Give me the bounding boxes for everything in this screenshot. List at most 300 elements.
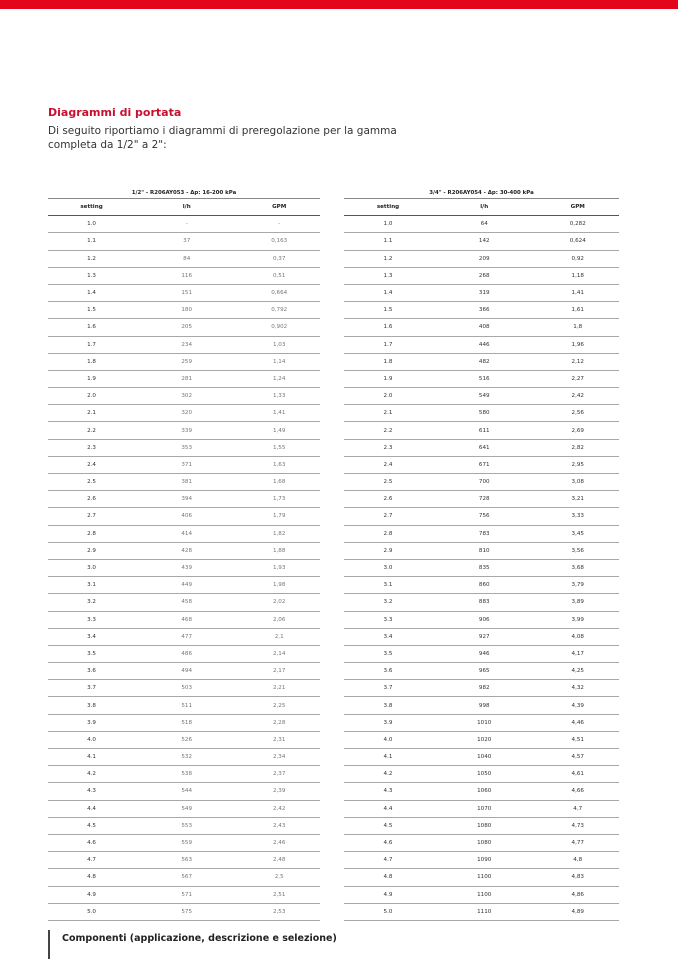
flow-gpm-cell: 0,163 bbox=[238, 233, 320, 250]
flow-gpm-cell: 3,33 bbox=[537, 508, 620, 525]
table-row bbox=[48, 336, 320, 353]
flow-gpm-cell: 2,21 bbox=[238, 680, 320, 697]
table-row bbox=[48, 491, 320, 508]
flow-lh-cell: 998 bbox=[432, 697, 537, 714]
flow-gpm-cell: 4,17 bbox=[537, 645, 620, 662]
flow-gpm-cell: 3,79 bbox=[537, 577, 620, 594]
flow-lh-cell: 180 bbox=[135, 302, 238, 319]
setting-cell: 2.2 bbox=[344, 422, 432, 439]
table-row bbox=[344, 302, 619, 319]
setting-cell: 1.8 bbox=[344, 353, 432, 370]
flow-lh-cell: 532 bbox=[135, 749, 238, 766]
flow-lh-cell: 728 bbox=[432, 491, 537, 508]
flow-lh-cell: 234 bbox=[135, 336, 238, 353]
table-row bbox=[48, 749, 320, 766]
setting-cell: 3.3 bbox=[344, 611, 432, 628]
flow-gpm-cell: 1,68 bbox=[238, 474, 320, 491]
table-row bbox=[48, 783, 320, 800]
flow-gpm-cell: 0,792 bbox=[238, 302, 320, 319]
flow-lh-cell: 468 bbox=[135, 611, 238, 628]
setting-cell: 3.1 bbox=[344, 577, 432, 594]
setting-cell: 2.1 bbox=[48, 405, 135, 422]
flow-lh-cell: 641 bbox=[432, 439, 537, 456]
flow-lh-cell: 1090 bbox=[432, 852, 537, 869]
flow-lh-cell: 116 bbox=[135, 267, 238, 284]
flow-lh-cell: 860 bbox=[432, 577, 537, 594]
flow-gpm-cell: 4,32 bbox=[537, 680, 620, 697]
column-header-setting: setting bbox=[344, 199, 432, 216]
setting-cell: 4.0 bbox=[48, 731, 135, 748]
setting-cell: 4.8 bbox=[344, 869, 432, 886]
flow-lh-cell: 526 bbox=[135, 731, 238, 748]
table-row bbox=[344, 731, 619, 748]
flow-gpm-cell: 2,42 bbox=[238, 800, 320, 817]
table-row bbox=[344, 611, 619, 628]
setting-cell: 2.7 bbox=[344, 508, 432, 525]
flow-gpm-cell: 4,25 bbox=[537, 663, 620, 680]
flow-lh-cell: 1060 bbox=[432, 783, 537, 800]
setting-cell: 3.5 bbox=[344, 645, 432, 662]
flow-gpm-cell: 4,51 bbox=[537, 731, 620, 748]
flow-table-half-inch bbox=[48, 187, 320, 921]
flow-lh-cell: 571 bbox=[135, 886, 238, 903]
table-row bbox=[48, 645, 320, 662]
flow-gpm-cell: 3,21 bbox=[537, 491, 620, 508]
flow-gpm-cell: 1,93 bbox=[238, 559, 320, 576]
flow-gpm-cell: 1,14 bbox=[238, 353, 320, 370]
table-row bbox=[344, 456, 619, 473]
table-row bbox=[344, 680, 619, 697]
table-body bbox=[48, 216, 320, 921]
flow-lh-cell: 446 bbox=[432, 336, 537, 353]
setting-cell: 4.3 bbox=[48, 783, 135, 800]
flow-lh-cell: 268 bbox=[432, 267, 537, 284]
table-row bbox=[48, 886, 320, 903]
table-row bbox=[344, 628, 619, 645]
setting-cell: 3.0 bbox=[48, 559, 135, 576]
setting-cell: 3.7 bbox=[48, 680, 135, 697]
table-row bbox=[48, 405, 320, 422]
flow-gpm-cell: 2,25 bbox=[238, 697, 320, 714]
table-row bbox=[344, 319, 619, 336]
table-row bbox=[344, 834, 619, 851]
setting-cell: 1.4 bbox=[48, 284, 135, 301]
flow-lh-cell: 700 bbox=[432, 474, 537, 491]
flow-lh-cell: 965 bbox=[432, 663, 537, 680]
flow-gpm-cell: 4,83 bbox=[537, 869, 620, 886]
flow-gpm-cell: 1,41 bbox=[238, 405, 320, 422]
table-caption: 3/4" - R206AY054 - Δp: 30-400 kPa bbox=[344, 187, 619, 199]
setting-cell: 1.1 bbox=[48, 233, 135, 250]
setting-cell: 2.6 bbox=[48, 491, 135, 508]
flow-lh-cell: 449 bbox=[135, 577, 238, 594]
flow-gpm-cell: 1,41 bbox=[537, 284, 620, 301]
flow-lh-cell: 563 bbox=[135, 852, 238, 869]
flow-gpm-cell: 0,92 bbox=[537, 250, 620, 267]
setting-cell: 2.3 bbox=[48, 439, 135, 456]
flow-gpm-cell: 2,48 bbox=[238, 852, 320, 869]
table-row bbox=[344, 817, 619, 834]
flow-lh-cell: 458 bbox=[135, 594, 238, 611]
flow-lh-cell: 1040 bbox=[432, 749, 537, 766]
flow-gpm-cell: 2,39 bbox=[238, 783, 320, 800]
setting-cell: 1.4 bbox=[344, 284, 432, 301]
flow-gpm-cell: 0,37 bbox=[238, 250, 320, 267]
table-row bbox=[344, 800, 619, 817]
table-row bbox=[344, 439, 619, 456]
table-row bbox=[48, 628, 320, 645]
flow-lh-cell: 503 bbox=[135, 680, 238, 697]
table-row bbox=[344, 422, 619, 439]
table-row bbox=[48, 456, 320, 473]
flow-gpm-cell: 4,8 bbox=[537, 852, 620, 869]
table-row bbox=[344, 388, 619, 405]
setting-cell: 3.0 bbox=[344, 559, 432, 576]
setting-cell: 3.9 bbox=[48, 714, 135, 731]
flow-lh-cell: 439 bbox=[135, 559, 238, 576]
setting-cell: 3.3 bbox=[48, 611, 135, 628]
flow-gpm-cell: 4,7 bbox=[537, 800, 620, 817]
table-row bbox=[48, 869, 320, 886]
flow-gpm-cell: 2,56 bbox=[537, 405, 620, 422]
setting-cell: 4.3 bbox=[344, 783, 432, 800]
table-row bbox=[48, 525, 320, 542]
flow-gpm-cell: 2,82 bbox=[537, 439, 620, 456]
table-row bbox=[48, 439, 320, 456]
table-row bbox=[344, 542, 619, 559]
table-row bbox=[48, 852, 320, 869]
flow-gpm-cell: 1,18 bbox=[537, 267, 620, 284]
setting-cell: 1.3 bbox=[344, 267, 432, 284]
table-row bbox=[344, 869, 619, 886]
flow-gpm-cell: 1,33 bbox=[238, 388, 320, 405]
flow-lh-cell: 406 bbox=[135, 508, 238, 525]
top-accent-bar bbox=[0, 0, 678, 9]
table-row bbox=[344, 714, 619, 731]
table-row bbox=[48, 319, 320, 336]
flow-lh-cell: 477 bbox=[135, 628, 238, 645]
table-row bbox=[344, 216, 619, 233]
flow-lh-cell: 516 bbox=[432, 370, 537, 387]
setting-cell: 4.4 bbox=[48, 800, 135, 817]
flow-gpm-cell: 3,89 bbox=[537, 594, 620, 611]
setting-cell: 1.2 bbox=[48, 250, 135, 267]
flow-lh-cell: 544 bbox=[135, 783, 238, 800]
setting-cell: 4.6 bbox=[344, 834, 432, 851]
setting-cell: 2.8 bbox=[48, 525, 135, 542]
setting-cell: 3.6 bbox=[344, 663, 432, 680]
flow-gpm-cell: 2,1 bbox=[238, 628, 320, 645]
table-row bbox=[48, 800, 320, 817]
flow-gpm-cell: 0,664 bbox=[238, 284, 320, 301]
setting-cell: 2.8 bbox=[344, 525, 432, 542]
table-row bbox=[344, 336, 619, 353]
table-row bbox=[344, 577, 619, 594]
setting-cell: 5.0 bbox=[48, 903, 135, 920]
flow-lh-cell: 302 bbox=[135, 388, 238, 405]
flow-lh-cell: 549 bbox=[432, 388, 537, 405]
table-row bbox=[344, 749, 619, 766]
flow-lh-cell: 84 bbox=[135, 250, 238, 267]
table-row bbox=[344, 353, 619, 370]
flow-gpm-cell: 4,66 bbox=[537, 783, 620, 800]
setting-cell: 3.2 bbox=[344, 594, 432, 611]
table-row bbox=[48, 834, 320, 851]
table-row bbox=[48, 422, 320, 439]
table-row bbox=[48, 508, 320, 525]
setting-cell: 3.9 bbox=[344, 714, 432, 731]
flow-lh-cell: 353 bbox=[135, 439, 238, 456]
flow-lh-cell: 1100 bbox=[432, 886, 537, 903]
flow-lh-cell: 756 bbox=[432, 508, 537, 525]
flow-lh-cell: 408 bbox=[432, 319, 537, 336]
setting-cell: 2.5 bbox=[344, 474, 432, 491]
setting-cell: 3.8 bbox=[48, 697, 135, 714]
flow-gpm-cell: 2,43 bbox=[238, 817, 320, 834]
setting-cell: 1.2 bbox=[344, 250, 432, 267]
setting-cell: 4.0 bbox=[344, 731, 432, 748]
flow-gpm-cell: 1,63 bbox=[238, 456, 320, 473]
table-row bbox=[48, 559, 320, 576]
flow-lh-cell: 486 bbox=[135, 645, 238, 662]
table-row bbox=[344, 886, 619, 903]
table-row bbox=[48, 663, 320, 680]
setting-cell: 3.4 bbox=[344, 628, 432, 645]
flow-lh-cell: 982 bbox=[432, 680, 537, 697]
setting-cell: 2.5 bbox=[48, 474, 135, 491]
flow-lh-cell: 883 bbox=[432, 594, 537, 611]
flow-gpm-cell: - bbox=[238, 216, 320, 233]
table-row bbox=[48, 817, 320, 834]
flow-gpm-cell: 1,24 bbox=[238, 370, 320, 387]
column-header-setting: setting bbox=[48, 199, 135, 216]
flow-gpm-cell: 2,28 bbox=[238, 714, 320, 731]
flow-lh-cell: 482 bbox=[432, 353, 537, 370]
table-body bbox=[344, 216, 619, 921]
flow-lh-cell: 906 bbox=[432, 611, 537, 628]
flow-lh-cell: 371 bbox=[135, 456, 238, 473]
table-row bbox=[48, 267, 320, 284]
flow-gpm-cell: 1,8 bbox=[537, 319, 620, 336]
flow-gpm-cell: 2,42 bbox=[537, 388, 620, 405]
flow-lh-cell: 575 bbox=[135, 903, 238, 920]
setting-cell: 2.6 bbox=[344, 491, 432, 508]
flow-gpm-cell: 2,34 bbox=[238, 749, 320, 766]
flow-lh-cell: 320 bbox=[135, 405, 238, 422]
table-row bbox=[48, 594, 320, 611]
flow-gpm-cell: 2,5 bbox=[238, 869, 320, 886]
setting-cell: 4.1 bbox=[48, 749, 135, 766]
flow-gpm-cell: 0,624 bbox=[537, 233, 620, 250]
flow-gpm-cell: 2,17 bbox=[238, 663, 320, 680]
setting-cell: 1.5 bbox=[48, 302, 135, 319]
setting-cell: 2.4 bbox=[48, 456, 135, 473]
setting-cell: 4.7 bbox=[48, 852, 135, 869]
table-row bbox=[344, 370, 619, 387]
flow-lh-cell: 37 bbox=[135, 233, 238, 250]
setting-cell: 3.1 bbox=[48, 577, 135, 594]
flow-gpm-cell: 2,02 bbox=[238, 594, 320, 611]
flow-gpm-cell: 1,61 bbox=[537, 302, 620, 319]
flow-gpm-cell: 2,53 bbox=[238, 903, 320, 920]
flow-lh-cell: 549 bbox=[135, 800, 238, 817]
table-row bbox=[48, 216, 320, 233]
flow-lh-cell: 511 bbox=[135, 697, 238, 714]
setting-cell: 1.8 bbox=[48, 353, 135, 370]
flow-gpm-cell: 0,902 bbox=[238, 319, 320, 336]
flow-lh-cell: 381 bbox=[135, 474, 238, 491]
flow-lh-cell: 319 bbox=[432, 284, 537, 301]
setting-cell: 1.3 bbox=[48, 267, 135, 284]
table-row bbox=[48, 542, 320, 559]
flow-lh-cell: 927 bbox=[432, 628, 537, 645]
setting-cell: 4.4 bbox=[344, 800, 432, 817]
flow-lh-cell: 553 bbox=[135, 817, 238, 834]
setting-cell: 2.1 bbox=[344, 405, 432, 422]
flow-lh-cell: 518 bbox=[135, 714, 238, 731]
setting-cell: 4.5 bbox=[344, 817, 432, 834]
flow-lh-cell: 394 bbox=[135, 491, 238, 508]
setting-cell: 4.9 bbox=[48, 886, 135, 903]
setting-cell: 3.7 bbox=[344, 680, 432, 697]
flow-gpm-cell: 2,12 bbox=[537, 353, 620, 370]
flow-lh-cell: 366 bbox=[432, 302, 537, 319]
flow-lh-cell: 611 bbox=[432, 422, 537, 439]
setting-cell: 2.2 bbox=[48, 422, 135, 439]
table-row bbox=[344, 766, 619, 783]
flow-lh-cell: 209 bbox=[432, 250, 537, 267]
table-row bbox=[48, 302, 320, 319]
flow-gpm-cell: 4,08 bbox=[537, 628, 620, 645]
flow-gpm-cell: 1,73 bbox=[238, 491, 320, 508]
flow-lh-cell: 559 bbox=[135, 834, 238, 851]
table-row bbox=[344, 559, 619, 576]
flow-gpm-cell: 1,82 bbox=[238, 525, 320, 542]
flow-table-three-quarter-inch bbox=[344, 187, 619, 921]
table-row bbox=[48, 474, 320, 491]
table-row bbox=[48, 353, 320, 370]
table-row bbox=[48, 250, 320, 267]
setting-cell: 2.9 bbox=[344, 542, 432, 559]
flow-lh-cell: 1110 bbox=[432, 903, 537, 920]
flow-lh-cell: 494 bbox=[135, 663, 238, 680]
setting-cell: 4.2 bbox=[344, 766, 432, 783]
table-row bbox=[344, 474, 619, 491]
intro-paragraph: Di seguito riportiamo i diagrammi di preregolazione per la gamma completa da 1/2" a 2": bbox=[48, 125, 397, 151]
setting-cell: 4.6 bbox=[48, 834, 135, 851]
flow-gpm-cell: 2,69 bbox=[537, 422, 620, 439]
table-row bbox=[48, 680, 320, 697]
flow-lh-cell: 1100 bbox=[432, 869, 537, 886]
flow-gpm-cell: 4,57 bbox=[537, 749, 620, 766]
flow-gpm-cell: 1,96 bbox=[537, 336, 620, 353]
column-header-lh: l/h bbox=[135, 199, 238, 216]
table-row bbox=[48, 697, 320, 714]
flow-lh-cell: 810 bbox=[432, 542, 537, 559]
setting-cell: 3.2 bbox=[48, 594, 135, 611]
flow-gpm-cell: 2,95 bbox=[537, 456, 620, 473]
setting-cell: 2.0 bbox=[344, 388, 432, 405]
flow-lh-cell: 946 bbox=[432, 645, 537, 662]
flow-gpm-cell: 1,98 bbox=[238, 577, 320, 594]
flow-lh-cell: 1080 bbox=[432, 834, 537, 851]
table-row bbox=[344, 508, 619, 525]
setting-cell: 2.4 bbox=[344, 456, 432, 473]
flow-gpm-cell: 2,06 bbox=[238, 611, 320, 628]
table-row bbox=[344, 697, 619, 714]
flow-lh-cell: 1020 bbox=[432, 731, 537, 748]
flow-gpm-cell: 1,55 bbox=[238, 439, 320, 456]
flow-gpm-cell: 4,86 bbox=[537, 886, 620, 903]
setting-cell: 3.8 bbox=[344, 697, 432, 714]
flow-lh-cell: 1010 bbox=[432, 714, 537, 731]
setting-cell: 4.9 bbox=[344, 886, 432, 903]
table-row bbox=[344, 233, 619, 250]
setting-cell: 3.5 bbox=[48, 645, 135, 662]
flow-gpm-cell: 4,89 bbox=[537, 903, 620, 920]
setting-cell: 2.0 bbox=[48, 388, 135, 405]
setting-cell: 2.9 bbox=[48, 542, 135, 559]
setting-cell: 1.5 bbox=[344, 302, 432, 319]
flow-gpm-cell: 2,31 bbox=[238, 731, 320, 748]
table-row bbox=[344, 250, 619, 267]
table-row bbox=[48, 370, 320, 387]
footer-text: Componenti (applicazione, descrizione e selezione) bbox=[62, 933, 337, 944]
table-row bbox=[48, 233, 320, 250]
table-row bbox=[48, 577, 320, 594]
table-row bbox=[48, 731, 320, 748]
setting-cell: 3.6 bbox=[48, 663, 135, 680]
section-title: Diagrammi di portata bbox=[48, 106, 182, 119]
setting-cell: 1.6 bbox=[48, 319, 135, 336]
flow-gpm-cell: 3,45 bbox=[537, 525, 620, 542]
flow-lh-cell: 205 bbox=[135, 319, 238, 336]
flow-gpm-cell: 1,03 bbox=[238, 336, 320, 353]
setting-cell: 4.8 bbox=[48, 869, 135, 886]
flow-lh-cell: 259 bbox=[135, 353, 238, 370]
setting-cell: 1.0 bbox=[344, 216, 432, 233]
flow-lh-cell: 1070 bbox=[432, 800, 537, 817]
flow-gpm-cell: 4,39 bbox=[537, 697, 620, 714]
flow-lh-cell: - bbox=[135, 216, 238, 233]
flow-lh-cell: 428 bbox=[135, 542, 238, 559]
flow-gpm-cell: 4,46 bbox=[537, 714, 620, 731]
table-row bbox=[344, 852, 619, 869]
table-row bbox=[344, 903, 619, 920]
table-row bbox=[48, 903, 320, 920]
flow-lh-cell: 835 bbox=[432, 559, 537, 576]
flow-gpm-cell: 2,51 bbox=[238, 886, 320, 903]
flow-lh-cell: 1080 bbox=[432, 817, 537, 834]
footer-divider bbox=[48, 930, 50, 959]
flow-lh-cell: 281 bbox=[135, 370, 238, 387]
flow-lh-cell: 783 bbox=[432, 525, 537, 542]
table-row bbox=[48, 766, 320, 783]
setting-cell: 3.4 bbox=[48, 628, 135, 645]
table-row bbox=[344, 405, 619, 422]
flow-lh-cell: 1050 bbox=[432, 766, 537, 783]
table-row bbox=[48, 611, 320, 628]
flow-gpm-cell: 1,79 bbox=[238, 508, 320, 525]
table-row bbox=[344, 783, 619, 800]
flow-gpm-cell: 4,77 bbox=[537, 834, 620, 851]
flow-lh-cell: 414 bbox=[135, 525, 238, 542]
table-row bbox=[344, 284, 619, 301]
table-row bbox=[344, 491, 619, 508]
flow-gpm-cell: 2,46 bbox=[238, 834, 320, 851]
table-row bbox=[344, 645, 619, 662]
setting-cell: 1.9 bbox=[344, 370, 432, 387]
